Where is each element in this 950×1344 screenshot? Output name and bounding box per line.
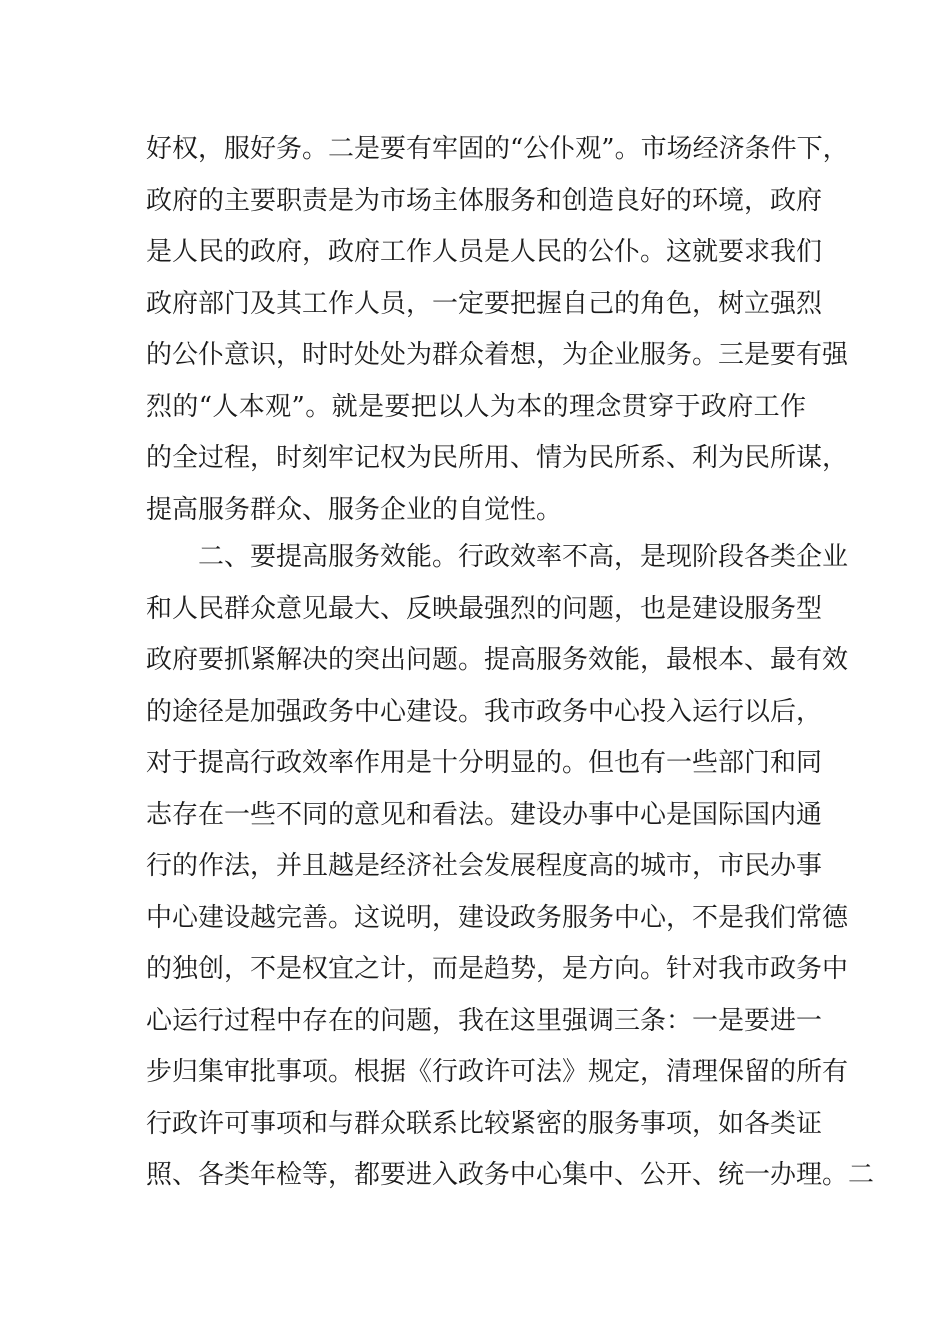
- text-line: 的全过程，时刻牢记权为民所用、情为民所系、利为民所谋，: [146, 443, 849, 473]
- text-line: 心运行过程中存在的问题，我在这里强调三条：一是要进一: [146, 1005, 823, 1036]
- text-line: 二、要提高服务效能。行政效率不高，是现阶段各类企业: [198, 542, 849, 572]
- text-line: 步归集审批事项。根据《行政许可法》规定，清理保留的所有: [146, 1057, 849, 1087]
- text-line: 政府的主要职责是为市场主体服务和创造良好的环境，政府: [146, 185, 823, 216]
- text-line: 烈的“人本观”。就是要把以人为本的理念贯穿于政府工作: [146, 391, 806, 422]
- text-line: 行的作法，并且越是经济社会发展程度高的城市，市民办事: [146, 851, 823, 881]
- text-line: 照、各类年检等，都要进入政务中心集中、公开、统一办理。二: [146, 1160, 875, 1190]
- paragraph-2: [146, 532, 875, 1202]
- text-line: 政府部门及其工作人员，一定要把握自己的角色，树立强烈: [146, 288, 823, 319]
- text-line: 对于提高行政效率作用是十分明显的。但也有一些部门和同: [146, 748, 823, 778]
- text-line: 政府要抓紧解决的突出问题。提高服务效能，最根本、最有效: [146, 645, 849, 675]
- text-line: 中心建设越完善。这说明，建设政务服务中心，不是我们常德: [146, 902, 849, 933]
- text-line: 志存在一些不同的意见和看法。建设办事中心是国际国内通: [146, 799, 823, 830]
- text-line: 是人民的政府，政府工作人员是人民的公仆。这就要求我们: [146, 237, 823, 267]
- paragraph-1: [146, 124, 849, 536]
- text-line: 的公仆意识，时时处处为群众着想，为企业服务。三是要有强: [146, 340, 849, 370]
- text-line: 提高服务群众、服务企业的自觉性。: [146, 494, 563, 525]
- text-line: 的途径是加强政务中心建设。我市政务中心投入运行以后，: [146, 696, 823, 727]
- text-line: 和人民群众意见最大、反映最强烈的问题，也是建设服务型: [146, 593, 823, 624]
- text-line: 行政许可事项和与群众联系比较紧密的服务事项，如各类证: [146, 1108, 823, 1139]
- text-line: 好权，服好务。二是要有牢固的“公仆观”。市场经济条件下，: [146, 134, 849, 164]
- text-line: 的独创，不是权宜之计，而是趋势，是方向。针对我市政务中: [146, 954, 849, 984]
